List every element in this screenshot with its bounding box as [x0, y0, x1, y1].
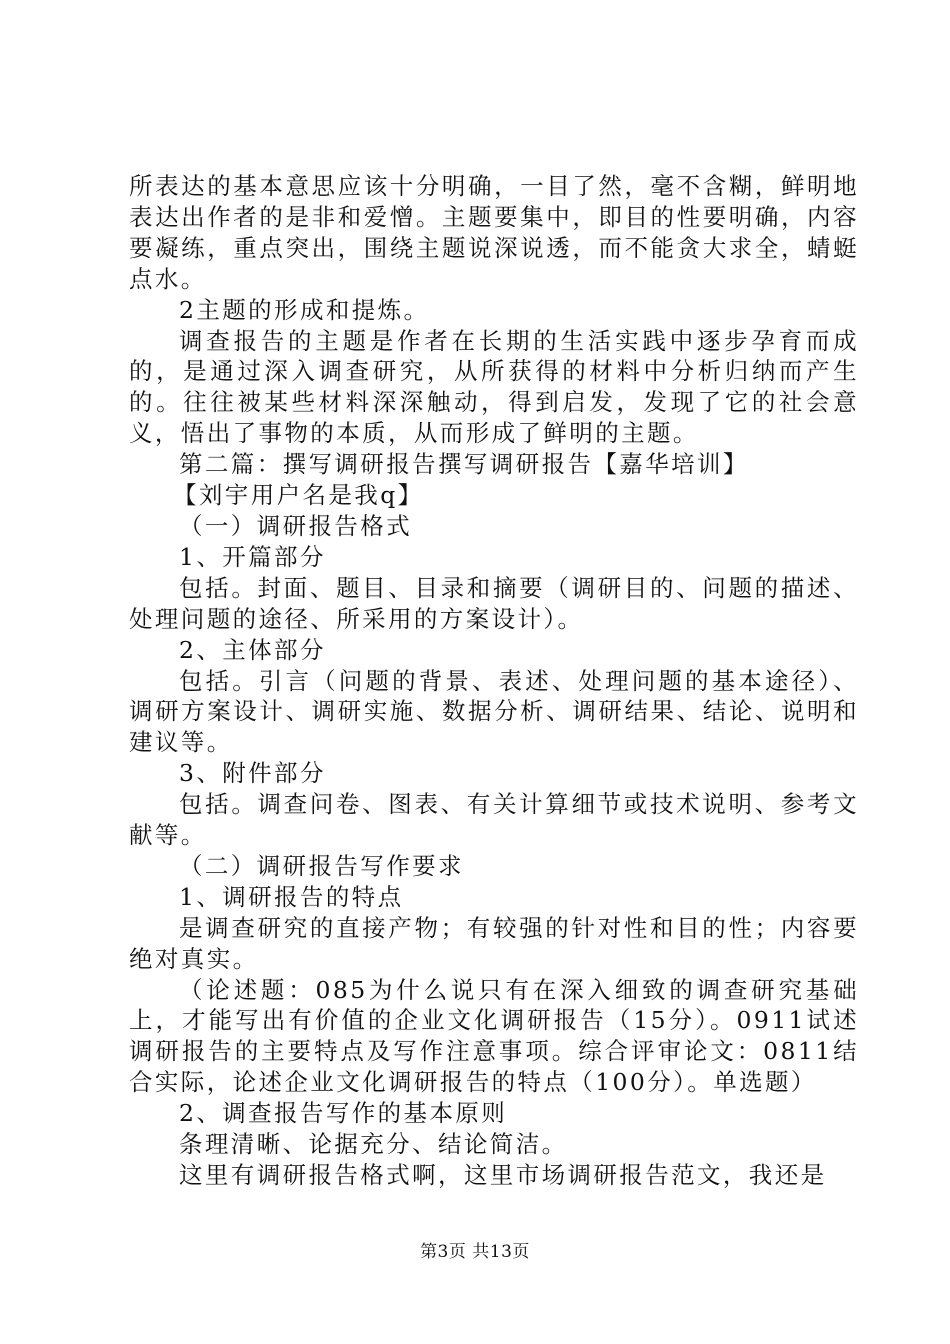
body-paragraph: 调查报告的主题是作者在长期的生活实践中逐步孕育而成的，是通过深入调查研究，从所获得的材料中分析归纳而产生的。往往被某些材料深深触动，得到启发，发现了它的社会意义，悟出了事物的本质，从而形成了鲜明的主题。	[129, 326, 859, 448]
body-paragraph: 所表达的基本意思应该十分明确，一目了然，毫不含糊，鲜明地表达出作者的是非和爱憎。主题要集中，即目的性要明确，内容要凝练，重点突出，围绕主题说深说透，而不能贪大求全，蜻蜓点水。	[129, 172, 859, 293]
document-body	[129, 171, 859, 1191]
subsection-heading: （二）调研报告写作要求	[179, 851, 464, 880]
item-heading: 1、调研报告的特点	[179, 882, 404, 911]
item-heading: 2、主体部分	[179, 635, 326, 664]
subsection-heading: （一）调研报告格式	[179, 511, 413, 540]
body-paragraph: 包括。调查问卷、图表、有关计算细节或技术说明、参考文献等。	[129, 790, 859, 850]
body-paragraph: （论述题：085为什么说只有在深入细致的调查研究基础上，才能写出有价值的企业文化调研报告（15分）。0911试述调研报告的主要特点及写作注意事项。综合评审论文：0811结合实际，论述企业文化调研报告的特点（100分）。单选题）	[129, 975, 859, 1097]
body-paragraph: 条理清晰、论据充分、结论简洁。	[179, 1130, 568, 1159]
item-heading: 3、附件部分	[179, 759, 326, 788]
page-number: 第3页 共13页	[420, 1242, 530, 1262]
body-paragraph: 2主题的形成和提炼。	[179, 295, 430, 324]
body-paragraph: 包括。引言（问题的背景、表述、处理问题的基本途径）、调研方案设计、调研实施、数据分析、调研结果、结论、说明和建议等。	[129, 666, 859, 757]
body-paragraph: 这里有调研报告格式啊，这里市场调研报告范文，我还是	[179, 1161, 827, 1189]
body-paragraph: 包括。封面、题目、目录和摘要（调研目的、问题的描述、处理问题的途径、所采用的方案设计）。	[129, 573, 859, 633]
item-heading: 2、调查报告写作的基本原则	[179, 1099, 508, 1128]
section-heading: 第二篇：撰写调研报告撰写调研报告【嘉华培训】	[179, 450, 749, 479]
item-heading: 1、开篇部分	[179, 542, 326, 571]
body-paragraph: 是调查研究的直接产物；有较强的针对性和目的性；内容要绝对真实。	[129, 913, 859, 973]
author-line: 【刘宇用户名是我q】	[173, 481, 424, 510]
